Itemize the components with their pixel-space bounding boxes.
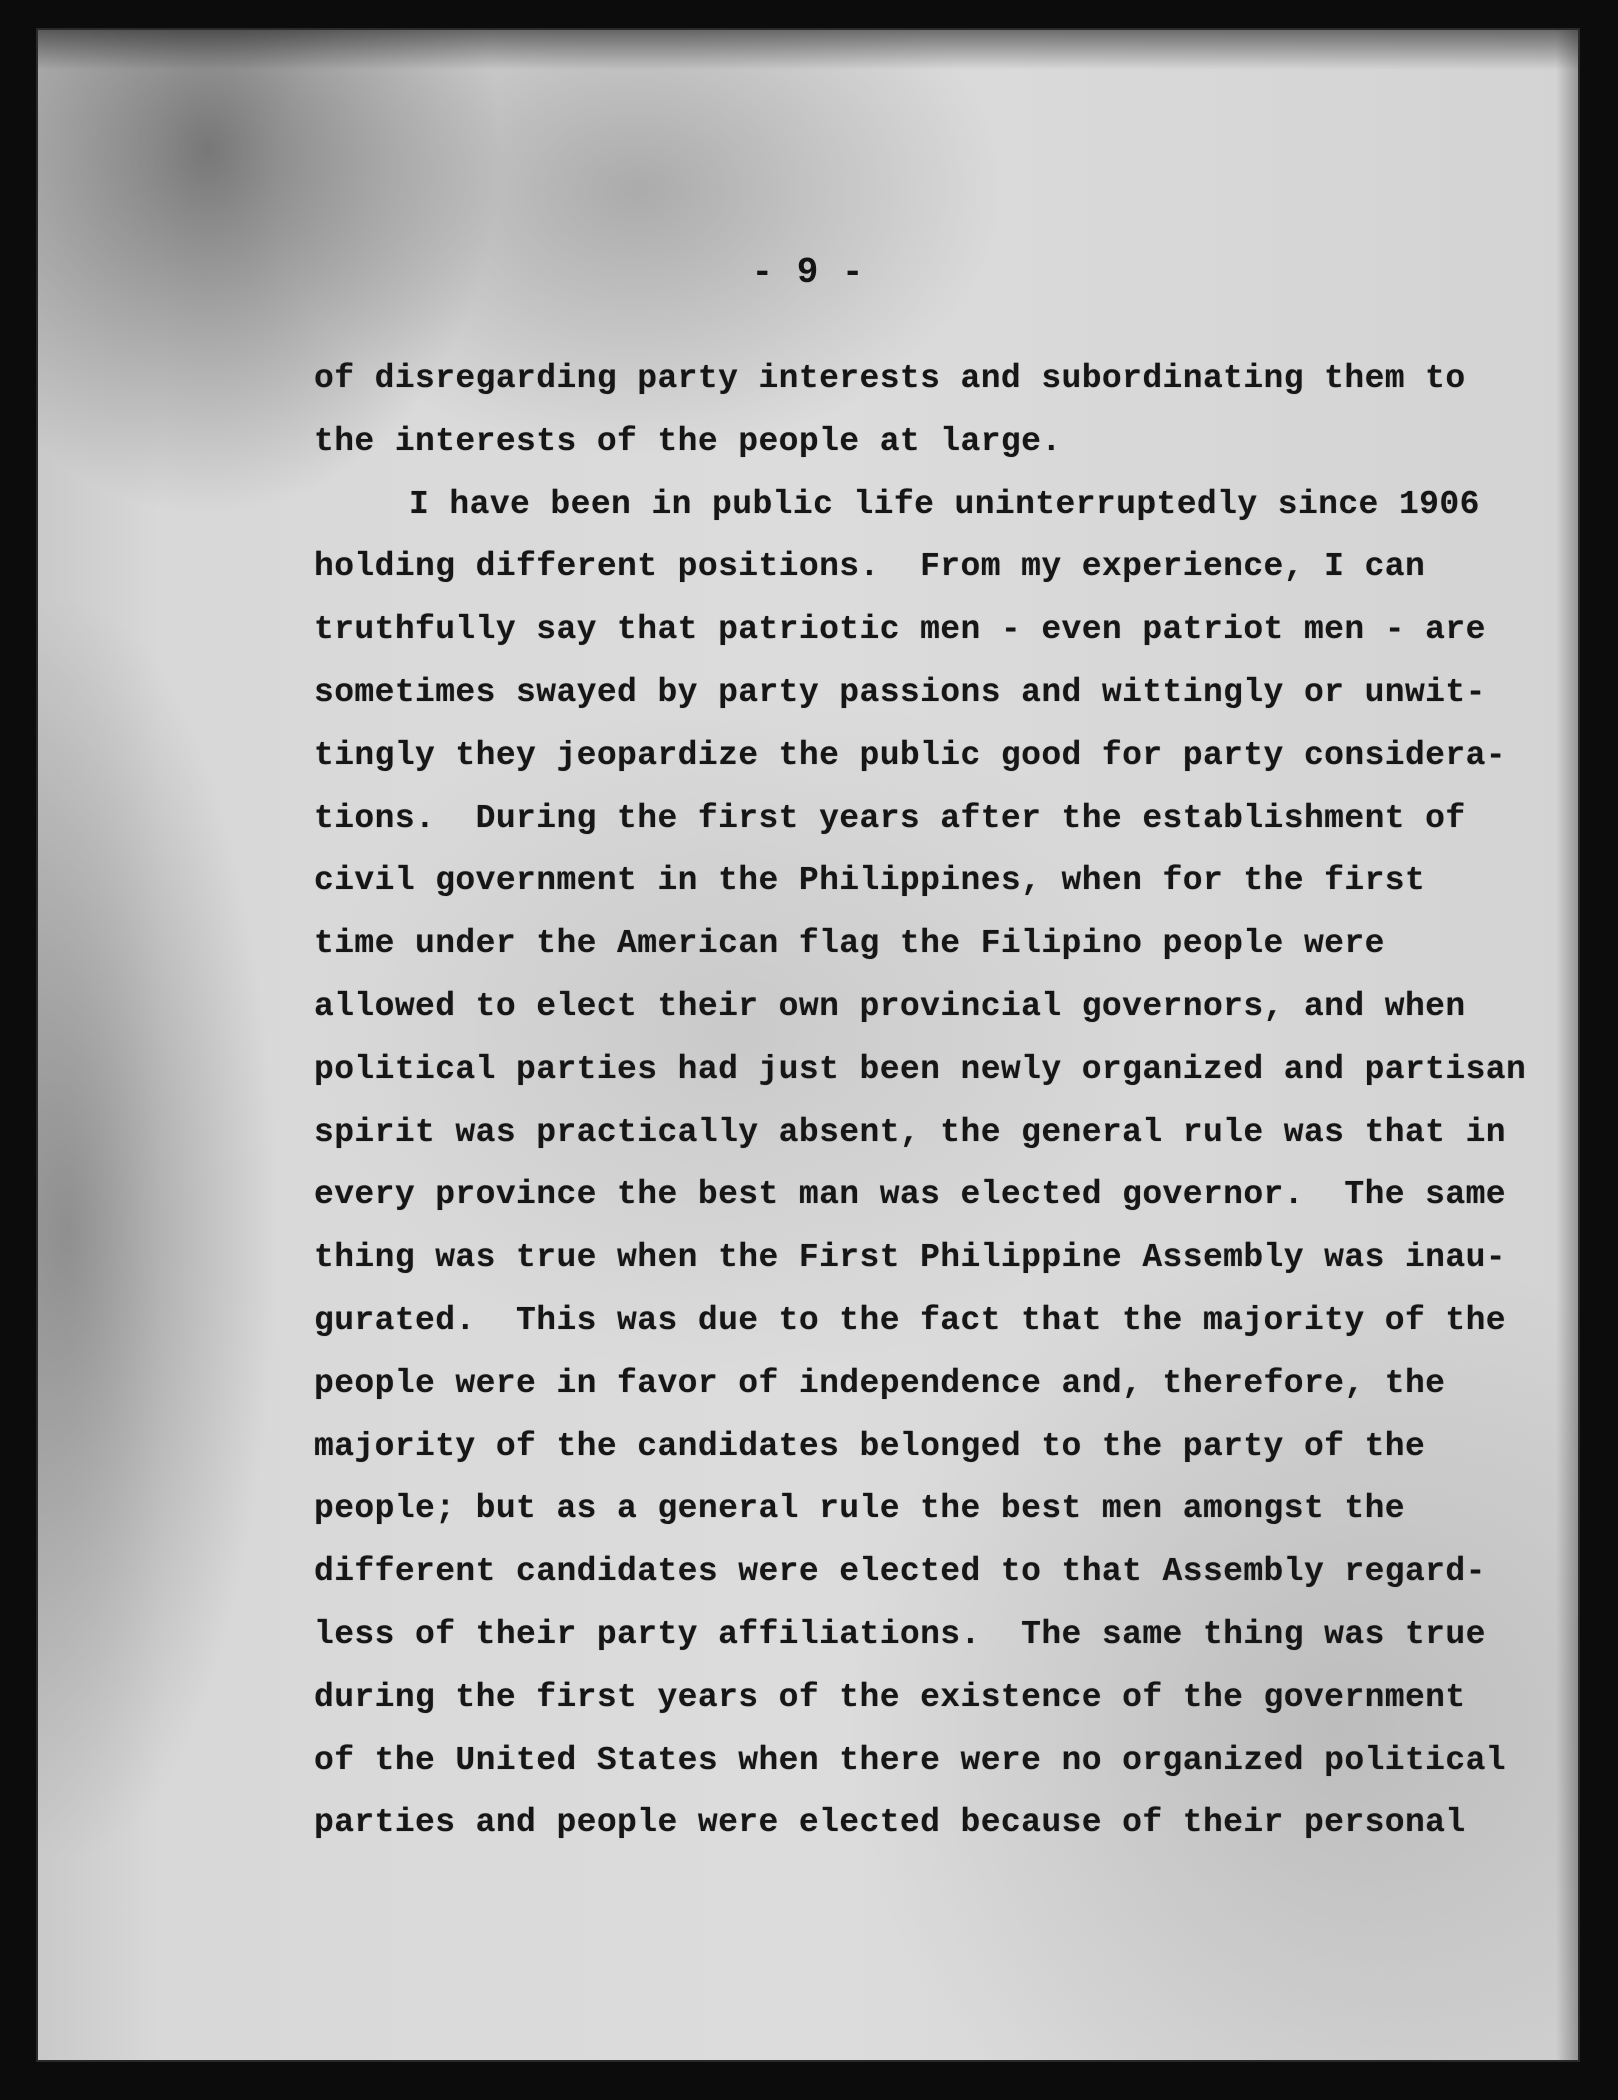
text-line: holding different positions. From my experience, I can (314, 548, 1426, 586)
text-line: of the United States when there were no organized political (314, 1741, 1506, 1779)
page-number: - 9 - (751, 252, 865, 293)
text-line: gurated. This was due to the fact that the majority of the (314, 1301, 1506, 1339)
text-line: I have been in public life uninterruptedly since 1906 (409, 485, 1480, 523)
text-line: tingly they jeopardize the public good for party considera- (314, 736, 1506, 774)
text-line: less of their party affiliations. The same thing was true (314, 1615, 1486, 1653)
text-line: people were in favor of independence and, therefore, the (314, 1364, 1446, 1402)
page-shadow-right (1556, 30, 1578, 2060)
body-text (314, 348, 1527, 1855)
text-line: political parties had just been newly organized and partisan (314, 1050, 1527, 1088)
text-line: parties and people were elected because of their personal (314, 1804, 1466, 1842)
text-line: sometimes swayed by party passions and wittingly or unwit- (314, 673, 1486, 711)
text-line: allowed to elect their own provincial governors, and when (314, 987, 1466, 1025)
typewritten-page (38, 30, 1578, 2060)
text-line: people; but as a general rule the best men amongst the (314, 1490, 1405, 1528)
text-line: different candidates were elected to that Assembly regard- (314, 1553, 1486, 1591)
text-line: during the first years of the existence of the government (314, 1678, 1466, 1716)
text-line: tions. During the first years after the establishment of (314, 799, 1466, 837)
text-line: majority of the candidates belonged to the party of the (314, 1427, 1426, 1465)
text-line: time under the American flag the Filipino people were (314, 925, 1385, 963)
text-line: the interests of the people at large. (314, 422, 1062, 460)
text-line: every province the best man was elected governor. The same (314, 1176, 1506, 1214)
text-line: spirit was practically absent, the general rule was that in (314, 1113, 1506, 1151)
page-shadow-top (38, 30, 1578, 70)
text-line: thing was true when the First Philippine Assembly was inau- (314, 1239, 1506, 1277)
text-line: civil government in the Philippines, when for the first (314, 862, 1426, 900)
text-line: of disregarding party interests and subordinating them to (314, 360, 1466, 397)
text-line: truthfully say that patriotic men - even patriot men - are (314, 611, 1486, 649)
